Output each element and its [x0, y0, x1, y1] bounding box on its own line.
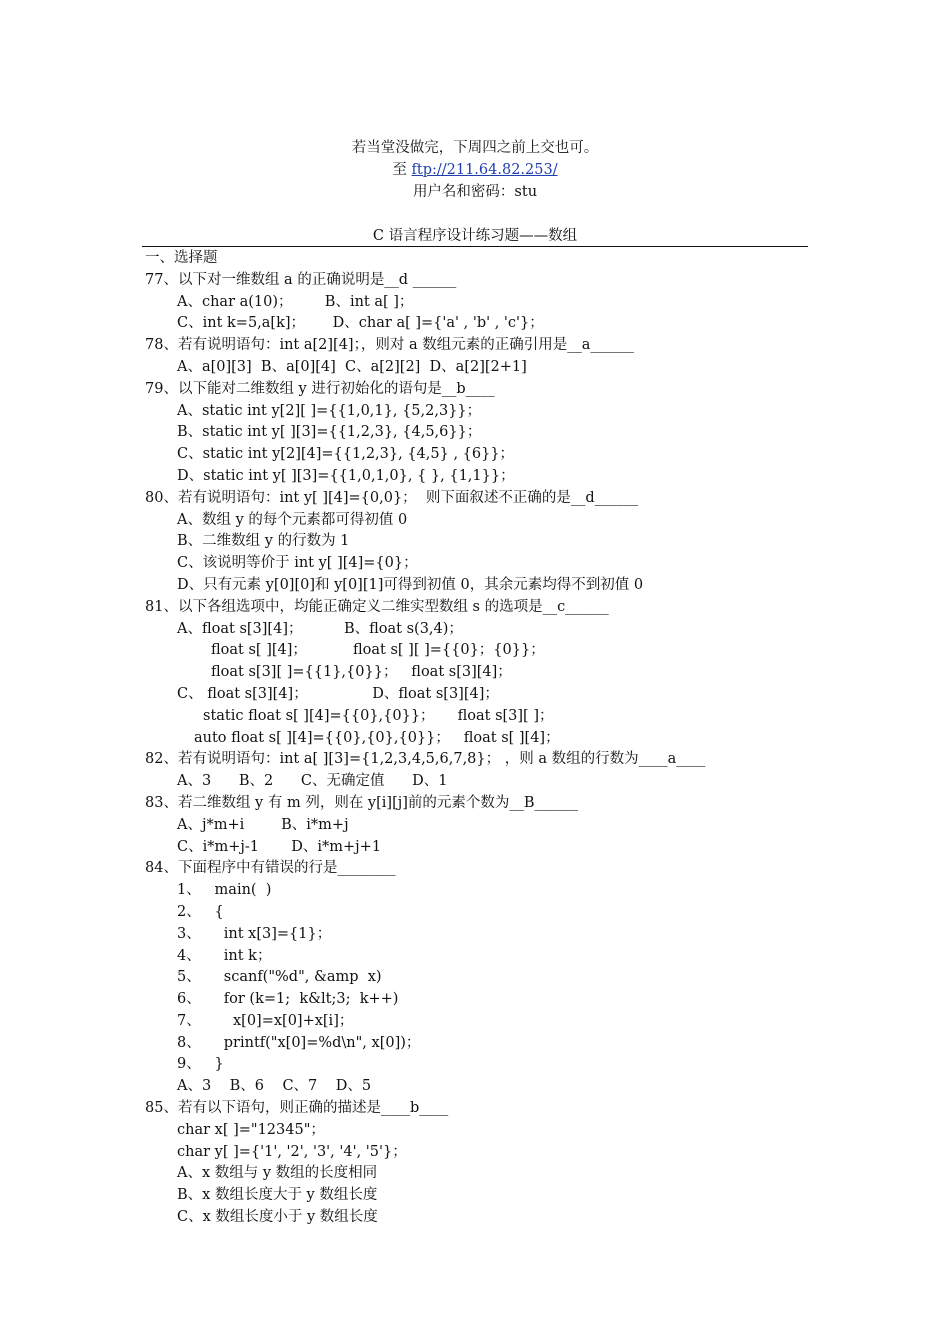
- ftp-link[interactable]: ftp://211.64.82.253/: [411, 162, 558, 178]
- text-line: 3、 int x[3]={1}；: [177, 925, 332, 942]
- text-line: C、i*m+j-1 D、i*m+j+1: [177, 838, 382, 855]
- text-line: 7、 x[0]=x[0]+x[i]；: [177, 1012, 354, 1029]
- text-line: char y[ ]={'1', '2', '3', '4', '5'}；: [177, 1143, 407, 1160]
- document-title: C 语言程序设计练习题——数组: [372, 228, 578, 244]
- text-line: A、char a(10)； B、int a[ ]；: [177, 293, 414, 310]
- text-line: 81、以下各组选项中，均能正确定义二维实型数组 s 的选项是__c______: [145, 598, 609, 615]
- text-line: 85、若有以下语句，则正确的描述是____b____: [145, 1100, 449, 1117]
- text-line: A、x 数组与 y 数组的长度相同: [177, 1165, 378, 1182]
- text-line: 8、 printf("x[0]=%d\n", x[0])；: [177, 1034, 421, 1051]
- text-line: D、static int y[ ][3]={{1,0,1,0}, { }, {1,1}}；: [177, 467, 515, 484]
- text-line: float s[ ][4]； float s[ ][ ]={{0}；{0}}；: [211, 642, 545, 659]
- text-line: C、 float s[3][4]； D、float s[3][4]；: [177, 685, 499, 702]
- text-line: 9、 }: [177, 1056, 224, 1073]
- text-line: 2、 {: [177, 903, 224, 920]
- notice-line-2-prefix: 至: [392, 162, 412, 178]
- text-line: 4、 int k；: [177, 947, 272, 964]
- text-line: auto float s[ ][4]={{0},{0},{0}}； float s[ ][4]；: [194, 729, 560, 746]
- text-line: C、static int y[2][4]={{1,2,3}, {4,5} , {6}}；: [177, 446, 515, 463]
- text-line: 82、若有说明语句：int a[ ][3]={1,2,3,4,5,6,7,8}； ，则 a 数组的行数为____a____: [145, 751, 706, 768]
- title-rule: [142, 246, 808, 247]
- text-line: 80、若有说明语句：int y[ ][4]={0,0}； 则下面叙述不正确的是__d______: [145, 489, 639, 506]
- text-line: 6、 for (k=1; k&lt;3; k++): [177, 991, 399, 1008]
- text-line: 84、下面程序中有错误的行是________: [145, 860, 396, 877]
- text-line: A、static int y[2][ ]={{1,0,1}, {5,2,3}}；: [177, 402, 482, 419]
- text-line: 79、以下能对二维数组 y 进行初始化的语句是__b____: [145, 380, 495, 397]
- text-line: A、数组 y 的每个元素都可得初值 0: [177, 511, 408, 528]
- text-line: 5、 scanf("%d", &amp x): [177, 969, 382, 986]
- text-line: 77、以下对一维数组 a 的正确说明是__d ______: [145, 271, 457, 288]
- notice-line-2: [0, 159, 950, 181]
- text-line: static float s[ ][4]={{0},{0}}； float s[3][ ]；: [203, 707, 554, 724]
- notice-line-3: 用户名和密码：stu: [412, 184, 538, 200]
- text-line: float s[3][ ]={{1},{0}}； float s[3][4]；: [211, 664, 512, 681]
- text-line: C、int k=5,a[k]； D、char a[ ]={'a' , 'b' , 'c'}；: [177, 315, 544, 332]
- text-line: 78、若有说明语句：int a[2][4]；，则对 a 数组元素的正确引用是__a______: [145, 337, 634, 354]
- text-line: char x[ ]="12345"；: [177, 1121, 325, 1138]
- text-line: B、x 数组长度大于 y 数组长度: [177, 1187, 378, 1204]
- text-line: A、float s[3][4]； B、float s(3,4)；: [177, 620, 463, 637]
- text-line: 1、 main( ): [177, 882, 272, 899]
- text-line: A、j*m+i B、i*m+j: [177, 816, 349, 833]
- text-line: B、static int y[ ][3]={{1,2,3}, {4,5,6}}；: [177, 424, 482, 441]
- question-list: [145, 248, 845, 1229]
- text-line: D、只有元素 y[0][0]和 y[0][1]可得到初值 0，其余元素均得不到初值 0: [177, 576, 644, 593]
- text-line: A、a[0][3] B、a[0][4] C、a[2][2] D、a[2][2+1]: [177, 358, 527, 375]
- text-line: A、3 B、2 C、无确定值 D、1: [177, 773, 448, 790]
- text-line: A、3 B、6 C、7 D、5: [177, 1078, 372, 1095]
- text-line: 一、选择题: [145, 250, 218, 266]
- text-line: C、x 数组长度小于 y 数组长度: [177, 1209, 378, 1226]
- text-line: B、二维数组 y 的行数为 1: [177, 533, 350, 550]
- text-line: C、该说明等价于 int y[ ][4]={0}；: [177, 555, 418, 572]
- text-line: 83、若二维数组 y 有 m 列，则在 y[i][j]前的元素个数为__B______: [145, 794, 579, 811]
- notice-line-1: 若当堂没做完，下周四之前上交也可。: [351, 140, 599, 156]
